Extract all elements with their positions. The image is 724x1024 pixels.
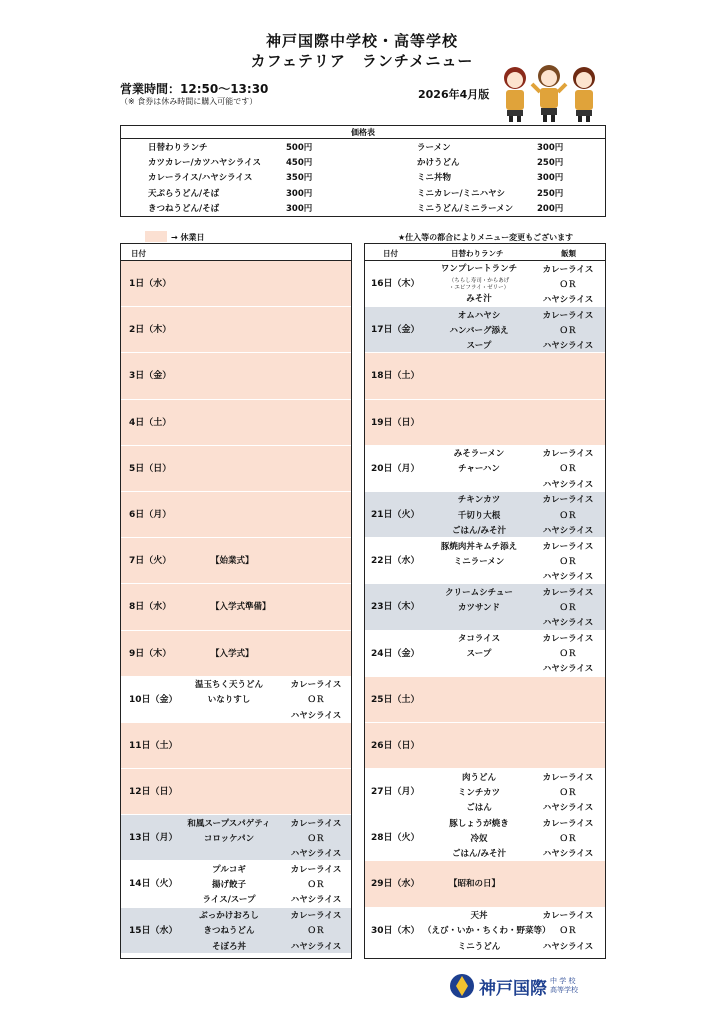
day-date: 24日（金） [371, 648, 420, 659]
day-date: 7日（火） [129, 556, 172, 567]
menu-item: チャーハン [458, 464, 500, 475]
rice-option: ＯＲ [307, 695, 325, 706]
menu-item: 千切り大根 [457, 510, 501, 521]
day-date: 29日（水） [371, 879, 420, 890]
day-date: 21日（火） [371, 509, 420, 520]
menu-item: オムハヤシ [457, 310, 501, 321]
day-row [121, 446, 351, 492]
day-date: 3日（金） [129, 371, 172, 382]
menu-item: そぼろ丼 [211, 941, 246, 952]
menu-item: クリームシチュー [445, 587, 513, 598]
day-date: 23日（木） [371, 602, 420, 613]
day-date: 16日（木） [371, 279, 420, 289]
price-right-prices [537, 141, 563, 217]
rice-option: ＯＲ [307, 926, 325, 937]
price-item-name: カレーライス/ハヤシライス [148, 173, 253, 184]
student-1 [504, 67, 526, 122]
price-table-title: 価格表 [121, 126, 605, 139]
day-row [365, 538, 605, 584]
rice-option: ＯＲ [559, 279, 577, 290]
menu-item: チキンカツ [457, 495, 501, 506]
day-date: 14日（火） [129, 879, 178, 890]
day-event: 【入学式】 [211, 648, 254, 659]
day-row [121, 353, 351, 399]
day-date: 8日（水） [129, 602, 172, 613]
rice-option: カレーライス [290, 911, 342, 922]
rice-option: ハヤシライス [542, 618, 594, 629]
menu-item: みそ汁 [466, 294, 492, 304]
rice-option: ハヤシライス [542, 572, 594, 583]
menu-item: タコライス [457, 634, 501, 644]
menu-item: ごはん/みそ汁 [451, 849, 507, 860]
day-date: 1日（水） [129, 279, 172, 289]
day-row [365, 307, 605, 353]
day-row [365, 815, 605, 861]
day-row [121, 861, 351, 907]
rice-option: ハヤシライス [542, 664, 594, 675]
day-row [121, 307, 351, 353]
day-row [365, 631, 605, 677]
price-item-price: 300円 [537, 143, 564, 153]
price-left-prices [286, 141, 312, 217]
menu-item: 冷奴 [470, 833, 488, 844]
price-item-name: ミニうどん/ミニラーメン [417, 203, 514, 214]
rice-option: カレーライス [542, 495, 594, 506]
day-row [365, 908, 605, 954]
rice-option: カレーライス [290, 818, 342, 829]
day-event: 【入学式準備】 [211, 602, 271, 613]
rice-option: ハヤシライス [542, 941, 594, 952]
rice-option: ＯＲ [559, 464, 577, 475]
rice-option: カレーライス [542, 264, 594, 275]
menu-item: スープ [466, 341, 492, 352]
menu-item: プルコギ [212, 864, 246, 875]
rice-option: ハヤシライス [290, 710, 342, 721]
day-row [121, 538, 351, 584]
menu-item: スープ [466, 649, 492, 660]
day-row [121, 492, 351, 538]
logo-high-school: 高等学校 [550, 986, 578, 994]
menu-item: 豚焼肉丼キムチ添え [440, 541, 518, 552]
menu-item: ライス/スープ [202, 895, 256, 906]
rice-option: カレーライス [542, 911, 594, 922]
rice-option: カレーライス [290, 864, 342, 875]
calendar-left [120, 243, 352, 959]
students-illustration [498, 62, 602, 124]
menu-item: ハンバーグ添え [449, 325, 509, 336]
day-row [365, 353, 605, 399]
day-row [365, 492, 605, 538]
day-row [121, 631, 351, 677]
day-row [365, 723, 605, 769]
rice-option: カレーライス [290, 680, 342, 691]
date-column-header: 日付 [383, 249, 398, 258]
price-item-name: かけうどん [417, 158, 460, 169]
rice-option: ＯＲ [559, 833, 577, 844]
school-logo [449, 972, 578, 1000]
day-row [121, 584, 351, 630]
day-date: 20日（月） [371, 463, 420, 474]
day-event: 【昭和の日】 [449, 879, 501, 890]
rice-option: カレーライス [542, 772, 594, 783]
menu-item: （えび・いか・ちくわ・野菜等） [423, 926, 551, 937]
student-2 [532, 65, 566, 122]
logo-junior-high: 中 学 校 [550, 977, 576, 985]
menu-item: きつねうどん [203, 926, 255, 937]
price-item-price: 300円 [537, 173, 564, 184]
menu-change-notice: ★仕入等の都合によりメニュー変更もございます [398, 233, 574, 242]
calendar-right-header [365, 244, 605, 261]
day-date: 13日（月） [129, 833, 178, 844]
menu-item: ミンチカツ [457, 787, 501, 798]
rice-option: ハヤシライス [290, 941, 342, 952]
rice-option: カレーライス [542, 310, 594, 321]
rice-option: ハヤシライス [290, 849, 342, 860]
day-row [121, 261, 351, 307]
day-date: 11日（土） [129, 740, 178, 751]
price-right-names [417, 141, 513, 217]
rice-option: カレーライス [542, 634, 594, 644]
price-item-name: 天ぷらうどん/そば [148, 188, 220, 199]
day-date: 9日（木） [129, 648, 172, 659]
menu-item: ミニうどん [457, 941, 501, 952]
student-3 [573, 67, 595, 122]
rice-option: ＯＲ [559, 556, 577, 567]
price-item-name: 日替わりランチ [148, 143, 208, 153]
rice-option: カレーライス [542, 587, 594, 598]
day-row [365, 446, 605, 492]
day-row [121, 769, 351, 815]
day-date: 30日（木） [371, 925, 420, 936]
edition-label: 2026年4月版 [418, 88, 490, 101]
menu-item: ・エビフライ・ゼリー） [448, 285, 510, 291]
day-date: 27日（月） [371, 787, 420, 798]
day-date: 12日（日） [129, 787, 178, 798]
price-item-price: 300円 [286, 188, 313, 199]
rice-option: ＯＲ [559, 510, 577, 521]
rice-option: ハヤシライス [542, 525, 594, 536]
menu-item: 和風スープスパゲティ [187, 818, 271, 829]
day-row [365, 861, 605, 907]
rice-option: ハヤシライス [542, 802, 594, 813]
price-item-price: 500円 [286, 143, 313, 153]
day-date: 28日（火） [371, 833, 420, 844]
price-item-name: きつねうどん/そば [148, 203, 220, 214]
rice-option: ＯＲ [559, 603, 577, 613]
lunch-column-header: 日替わりランチ [451, 249, 504, 258]
logo-school-name: 神戸国際 [479, 978, 547, 999]
price-item-name: ミニ丼物 [417, 173, 452, 184]
page-title: 神戸国際中学校・高等学校 [265, 32, 458, 50]
menu-item: ごはん [466, 802, 492, 813]
rice-option: カレーライス [542, 541, 594, 552]
price-item-price: 250円 [537, 188, 564, 199]
rice-option: ＯＲ [307, 880, 325, 891]
menu-item: 天丼 [470, 911, 488, 922]
day-row [365, 769, 605, 815]
rice-option: ＯＲ [559, 787, 577, 798]
day-date: 15日（水） [129, 925, 178, 936]
day-row [121, 677, 351, 723]
menu-item: （ちらし寿司・からあげ [448, 278, 510, 284]
rice-option: ハヤシライス [290, 895, 342, 906]
day-row [121, 908, 351, 954]
price-item-price: 300円 [286, 203, 313, 214]
holiday-legend-text: → 休業日 [171, 233, 205, 242]
page-subtitle: カフェテリア ランチメニュー [250, 52, 474, 70]
business-hours: 営業時間：12:50～13:30 [120, 82, 269, 96]
calendar-left-header [121, 244, 351, 261]
menu-item: ミニラーメン [453, 556, 505, 567]
day-row [121, 400, 351, 446]
day-date: 19日（日） [371, 417, 420, 428]
menu-item: 揚げ餃子 [211, 880, 246, 891]
price-item-price: 450円 [286, 158, 313, 169]
day-date: 2日（木） [129, 325, 172, 336]
price-item-price: 250円 [537, 158, 564, 169]
menu-item: ぶっかけおろし [199, 911, 259, 922]
day-date: 18日（土） [371, 371, 420, 382]
rice-option: カレーライス [542, 818, 594, 829]
price-left-names [148, 141, 261, 217]
school-emblem-icon [449, 973, 475, 999]
day-event: 【始業式】 [211, 556, 254, 567]
day-date: 5日（日） [129, 463, 172, 474]
menu-item: コロッケパン [203, 833, 255, 844]
day-row [365, 677, 605, 723]
day-date: 25日（土） [371, 694, 420, 705]
menu-item: カツサンド [457, 603, 501, 613]
day-row [121, 815, 351, 861]
menu-item: ごはん/みそ汁 [451, 525, 507, 536]
rice-option: ハヤシライス [542, 294, 594, 305]
day-date: 10日（金） [129, 694, 178, 705]
menu-item: 温玉ちく天うどん [194, 680, 263, 691]
rice-column-header: 飯類 [561, 249, 576, 258]
hours-note: （※ 食券は休み時間に購入可能です） [120, 97, 258, 106]
day-row [365, 400, 605, 446]
menu-item: 肉うどん [461, 772, 496, 783]
price-item-price: 350円 [286, 173, 313, 184]
calendar-right [364, 243, 606, 959]
price-item-name: ラーメン [417, 143, 451, 153]
day-date: 26日（日） [371, 740, 420, 751]
price-item-price: 200円 [537, 203, 564, 214]
rice-option: ＯＲ [559, 649, 577, 660]
holiday-legend-swatch [145, 231, 167, 242]
rice-option: カレーライス [542, 449, 594, 460]
date-column-header: 日付 [131, 249, 146, 258]
menu-item: いなりすし [207, 695, 251, 706]
price-item-name: カツカレー/カツハヤシライス [148, 158, 262, 169]
day-date: 17日（金） [371, 325, 420, 336]
day-date: 22日（水） [371, 556, 420, 567]
menu-item: ワンプレートランチ [440, 264, 518, 274]
day-row [365, 261, 605, 307]
day-date: 4日（土） [129, 417, 172, 428]
day-date: 6日（月） [129, 509, 172, 520]
day-row [121, 723, 351, 769]
rice-option: ＯＲ [559, 325, 577, 336]
menu-item: みそラーメン [453, 449, 505, 460]
price-item-name: ミニカレー/ミニハヤシ [417, 188, 506, 199]
rice-option: ハヤシライス [542, 849, 594, 860]
day-row [365, 584, 605, 630]
rice-option: ハヤシライス [542, 341, 594, 352]
menu-item: 豚しょうが焼き [449, 818, 509, 829]
price-table [120, 125, 606, 217]
rice-option: ＯＲ [559, 926, 577, 937]
rice-option: ハヤシライス [542, 479, 594, 490]
rice-option: ＯＲ [307, 833, 325, 844]
